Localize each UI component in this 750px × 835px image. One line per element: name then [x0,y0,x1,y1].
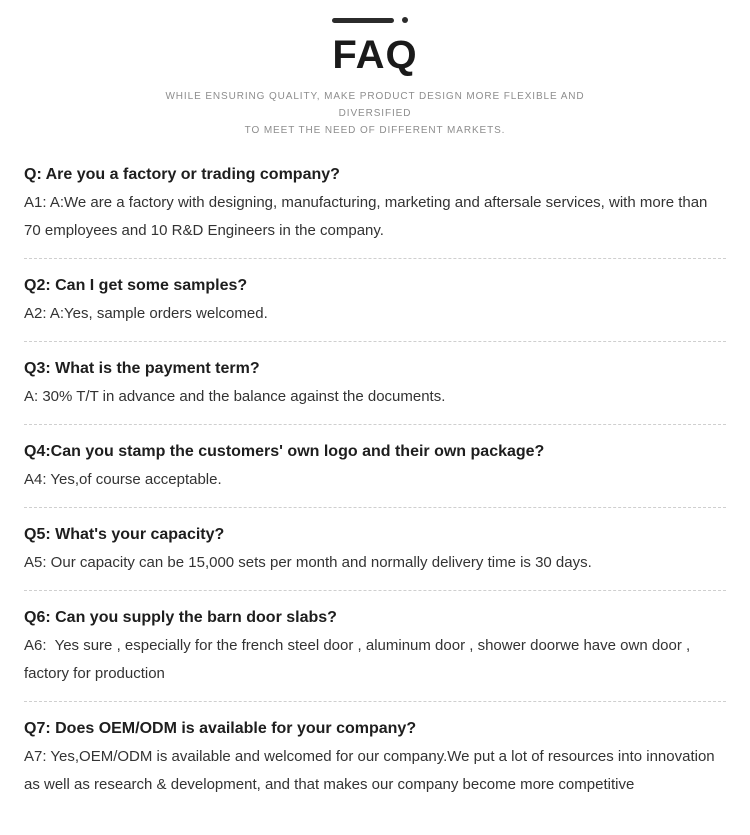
faq-item [24,604,726,702]
faq-answer: A1: A:We are a factory with designing, manufacturing, marketing and aftersale services, with more than 70 employees and 10 R&D Engineers in the company. [24,194,712,239]
faq-separator [24,258,726,259]
page-subtitle-line-2: TO MEET THE NEED OF DIFFERENT MARKETS. [244,125,506,136]
page-subtitle-line-1: WHILE ENSURING QUALITY, MAKE PRODUCT DESIGN MORE FLEXIBLE AND DIVERSIFIED [165,91,585,119]
faq-item [24,438,726,508]
faq-answer: A: 30% T/T in advance and the balance against the documents. [24,388,446,405]
page-subtitle [140,88,610,139]
faq-separator [24,507,726,508]
faq-separator [24,424,726,425]
faq-answer: A7: Yes,OEM/ODM is available and welcomed for our company.We put a lot of resources into innovation as well as research & development, and that makes our company become more competitive [24,748,719,793]
faq-item [24,272,726,342]
faq-question: Q4:Can you stamp the customers' own logo and their own package? [24,443,545,460]
faq-header [0,0,750,139]
faq-question: Q5: What's your capacity? [24,526,225,543]
header-rule-dot [402,17,408,23]
faq-item [24,715,726,799]
faq-answer: A4: Yes,of course acceptable. [24,471,222,488]
faq-question: Q3: What is the payment term? [24,360,260,377]
faq-answer: A2: A:Yes, sample orders welcomed. [24,305,268,322]
faq-separator [24,341,726,342]
faq-question: Q: Are you a factory or trading company? [24,166,340,183]
faq-question: Q2: Can I get some samples? [24,277,248,294]
faq-separator [24,590,726,591]
header-rule-bar [332,18,394,23]
header-rule-dot-icon [332,14,418,26]
faq-question: Q7: Does OEM/ODM is available for your company? [24,720,417,737]
faq-question: Q6: Can you supply the barn door slabs? [24,609,337,626]
page-title: FAQ [332,33,418,77]
faq-item [24,161,726,259]
faq-item [24,355,726,425]
faq-item [24,521,726,591]
faq-answer: A6: Yes sure , especially for the french steel door , aluminum door , shower doorwe have own door , factory for production [24,637,695,682]
faq-answer: A5: Our capacity can be 15,000 sets per month and normally delivery time is 30 days. [24,554,592,571]
faq-separator [24,701,726,702]
faq-list [0,161,750,799]
